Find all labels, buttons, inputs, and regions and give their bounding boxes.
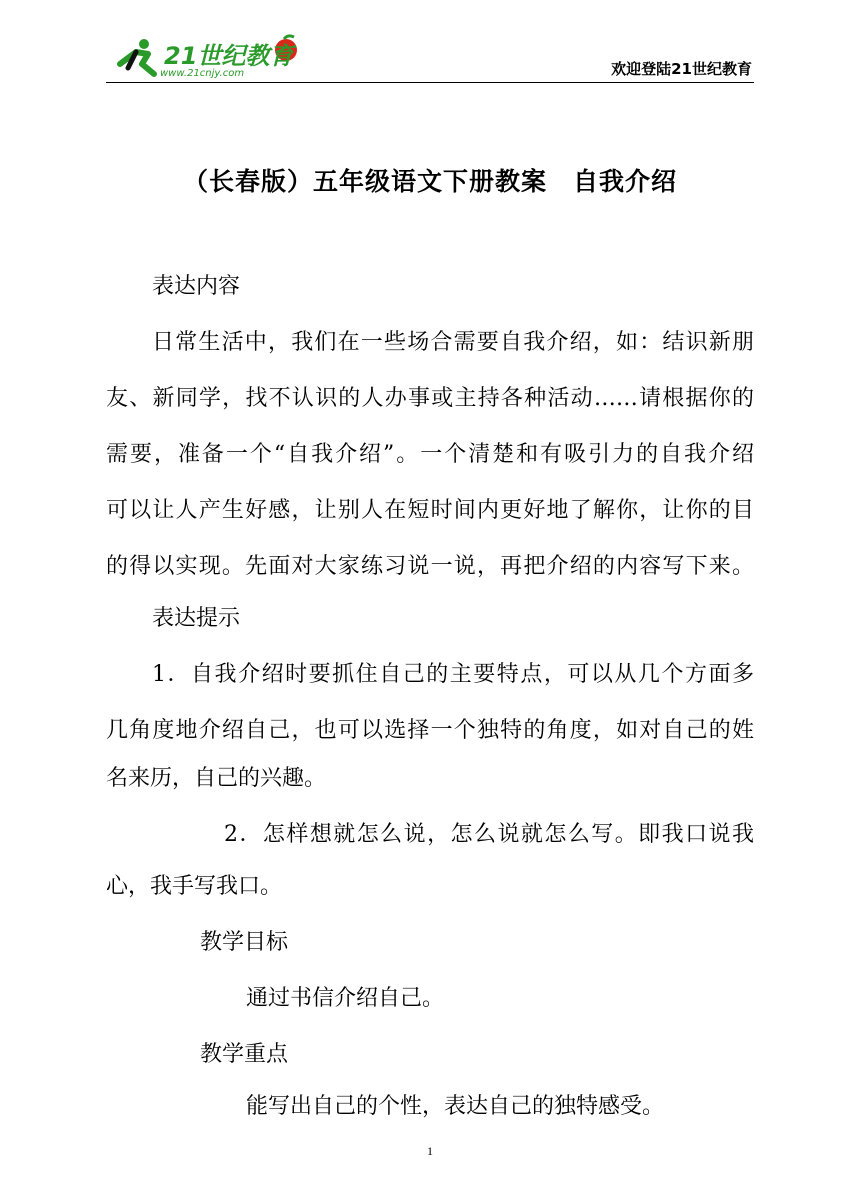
page-header bbox=[106, 30, 754, 83]
list-item-line: 名来历，自己的兴趣。 bbox=[106, 766, 327, 791]
document-title: （长春版）五年级语文下册教案 自我介绍 bbox=[182, 167, 677, 196]
paragraph-line: 友、新同学，找不认识的人办事或主持各种活动……请根据你的 bbox=[106, 386, 754, 411]
heading-expression-content: 表达内容 bbox=[152, 274, 241, 299]
heading-teaching-goal: 教学目标 bbox=[200, 930, 289, 955]
heading-expression-tips: 表达提示 bbox=[152, 606, 241, 631]
logo-url-text: www.21cnjy.com bbox=[160, 68, 245, 79]
list-item-line: 心，我手写我口。 bbox=[106, 874, 283, 899]
paragraph-line: 需要，准备一个“自我介绍”。一个清楚和有吸引力的自我介绍 bbox=[106, 442, 754, 467]
teaching-goal-text: 通过书信介绍自己。 bbox=[246, 986, 445, 1011]
site-logo bbox=[114, 34, 314, 80]
teaching-focus-text: 能写出自己的个性，表达自己的独特感受。 bbox=[246, 1094, 665, 1119]
paragraph-line: 日常生活中，我们在一些场合需要自我介绍，如：结识新朋 bbox=[152, 330, 754, 355]
header-welcome-text: 欢迎登陆21世纪教育 bbox=[611, 60, 752, 78]
list-item-line: 1．自我介绍时要抓住自己的主要特点，可以从几个方面多 bbox=[152, 662, 754, 687]
list-item-line: 2．怎样想就怎么说，怎么说就怎么写。即我口说我 bbox=[224, 822, 754, 847]
page-number: 1 bbox=[427, 1144, 433, 1158]
list-item-line: 几角度地介绍自己，也可以选择一个独特的角度，如对自己的姓 bbox=[106, 718, 754, 743]
heading-teaching-focus: 教学重点 bbox=[200, 1042, 289, 1067]
logo-text: 21世纪教育 bbox=[164, 42, 294, 70]
paragraph-line: 的得以实现。先面对大家练习说一说，再把介绍的内容写下来。 bbox=[106, 554, 754, 579]
paragraph-line: 可以让人产生好感，让别人在短时间内更好地了解你，让你的目 bbox=[106, 498, 754, 523]
